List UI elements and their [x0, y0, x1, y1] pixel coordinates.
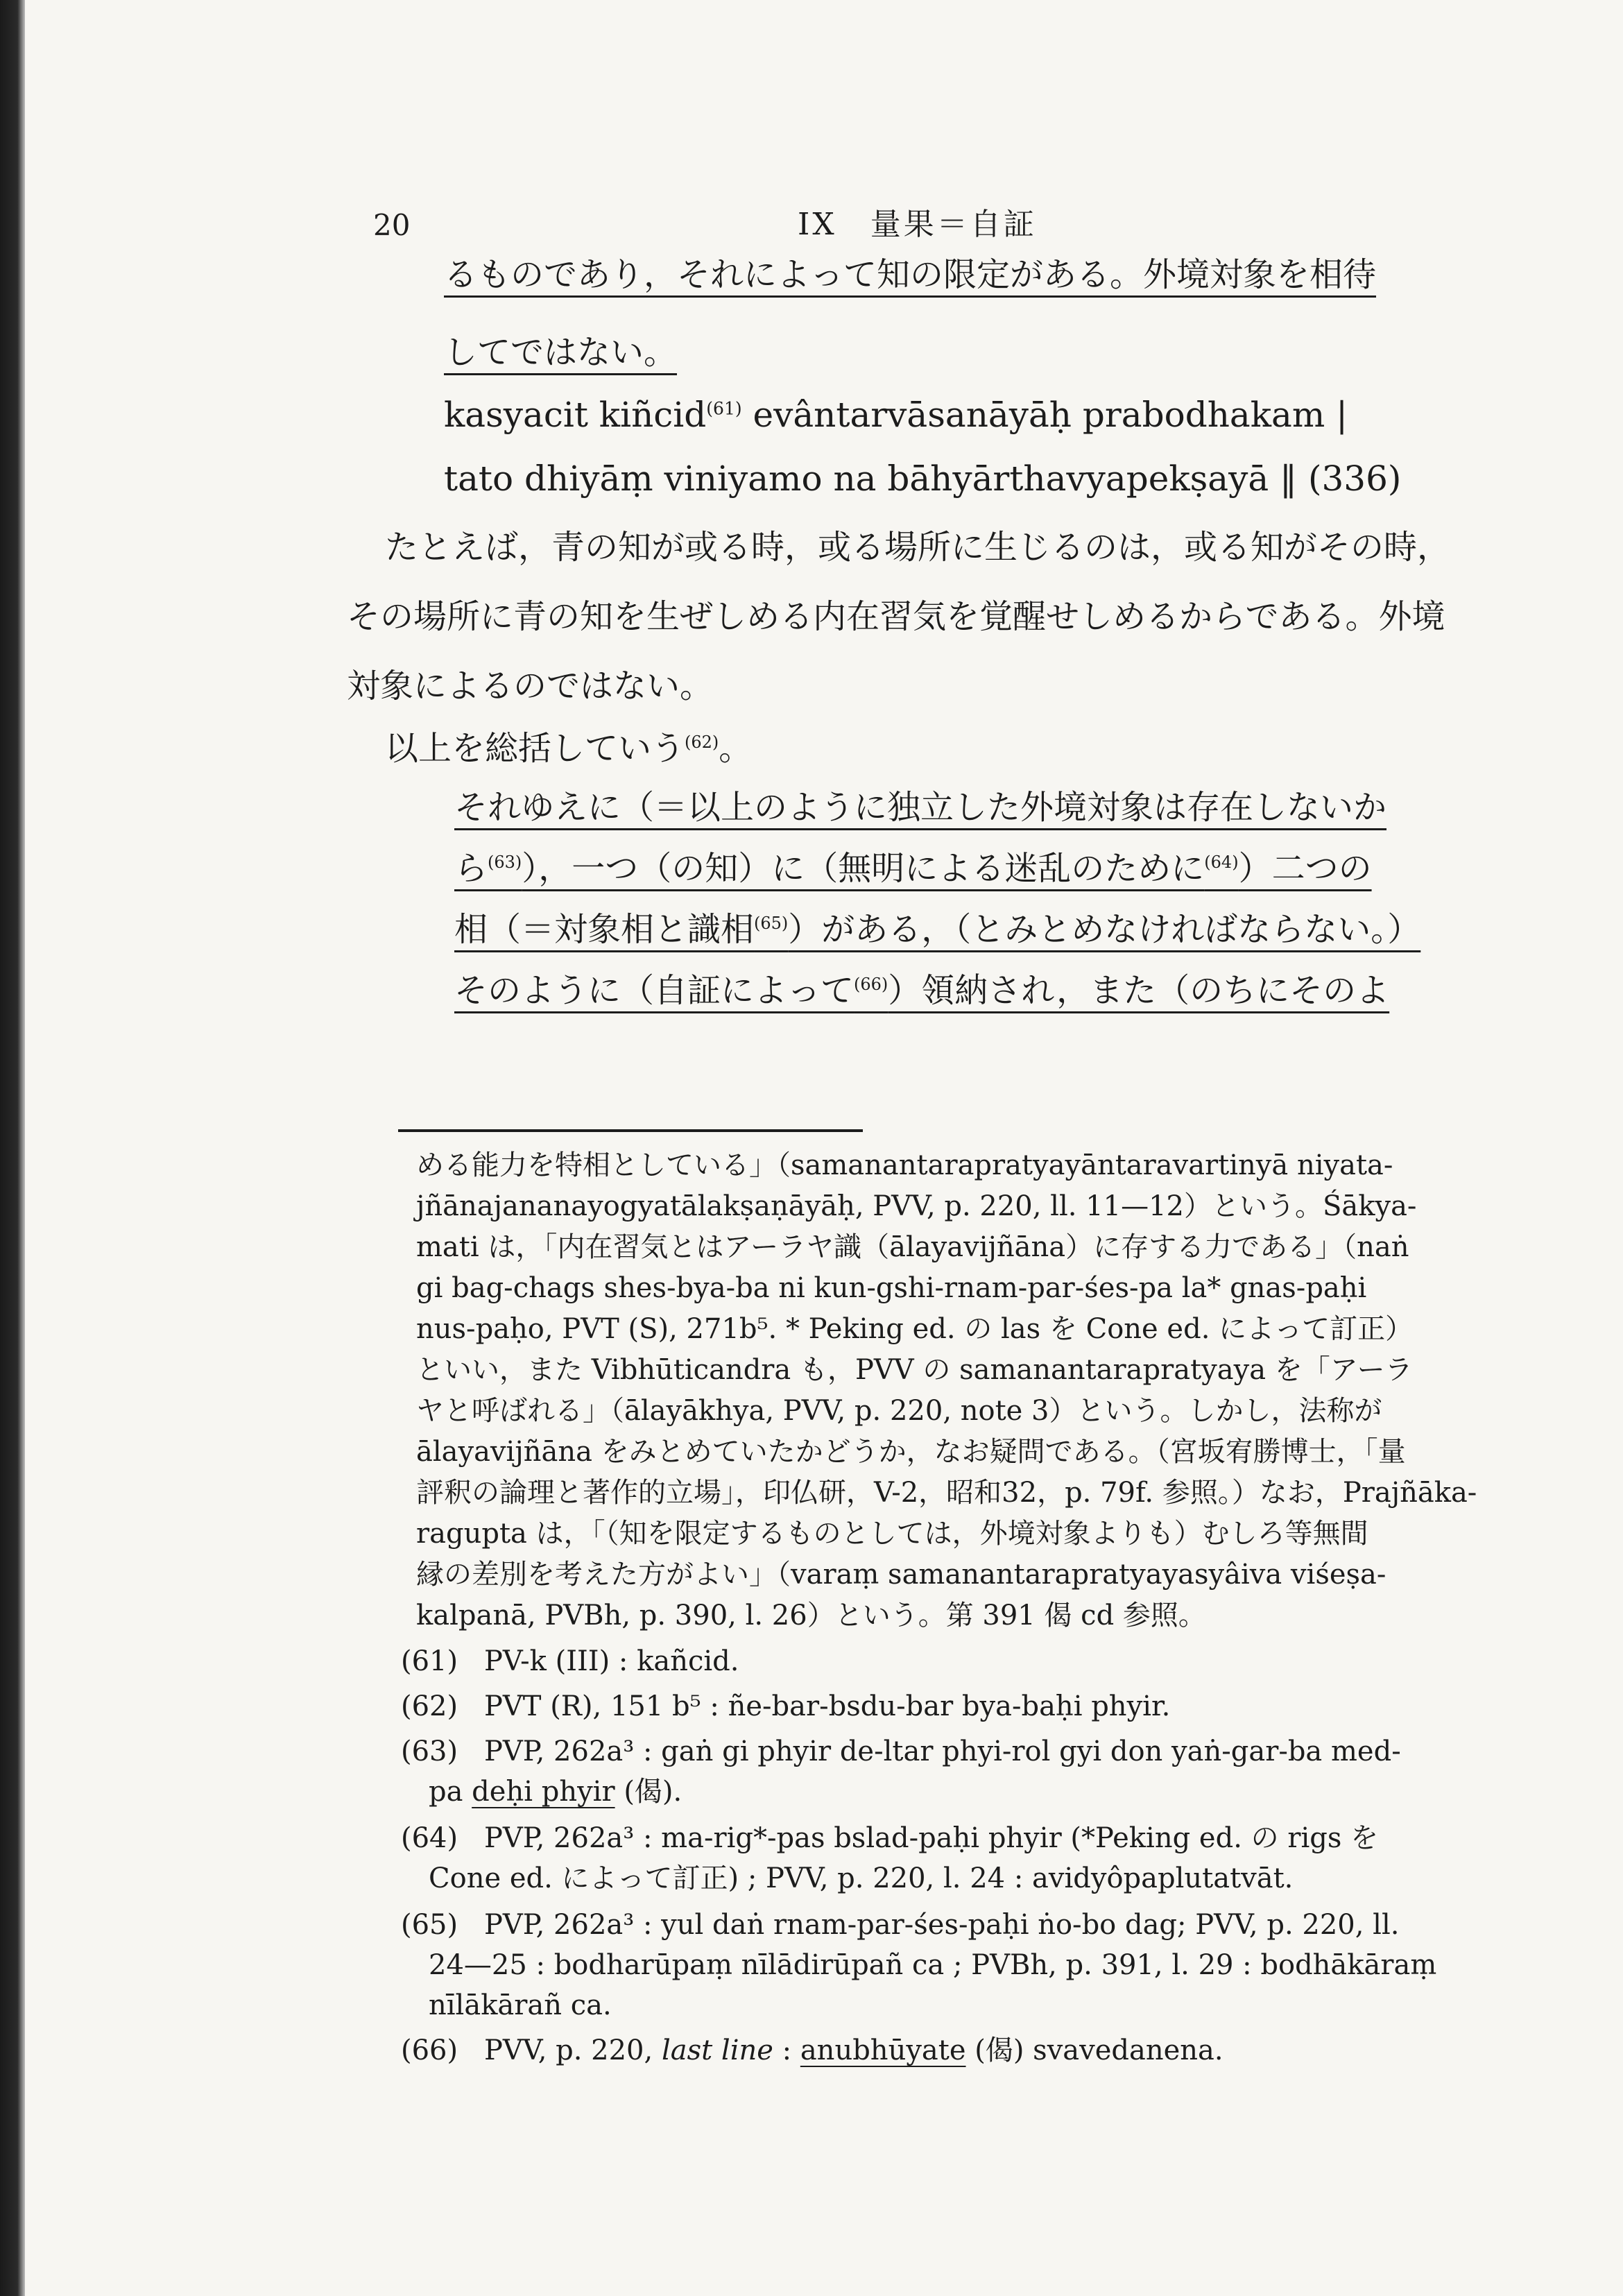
- page-number: 20: [373, 208, 411, 242]
- paragraph-2: [385, 729, 753, 768]
- sanskrit-verse-line-1: [444, 395, 1348, 435]
- footnote-65-line-3: nīlākārañ ca.: [429, 1989, 612, 2021]
- footnote-61: [401, 1647, 739, 1675]
- footnote-text: PVT (R), 151 b⁵ : ñe-bar-bsdu-bar bya-baḥi phyir.: [484, 1690, 1171, 1722]
- footnote-number: (62): [401, 1690, 458, 1722]
- footnote-cont-line: mati は，「内在習気とはアーラヤ識（ālayavijñāna）に存する力である」（naṅ: [416, 1231, 1409, 1263]
- paragraph-2-text: 以上を総括していう: [385, 729, 685, 768]
- verse-tr-text-b: ）がある，（とみとめなければならない。）: [788, 910, 1421, 949]
- verse-text: kasyacit kiñcid: [444, 395, 707, 435]
- footnote-65: [401, 1911, 1399, 1939]
- footnote-text: PVP, 262a³ : ma-rig*-pas bslad-paḥi phyir (*Peking ed. の rigs を: [484, 1822, 1379, 1854]
- footnote-cont-line: nus-paḥo, PVT (S), 271b⁵. * Peking ed. の las を Cone ed. によって訂正）: [416, 1313, 1414, 1345]
- footnote-underlined-term: anubhūyate: [800, 2034, 966, 2066]
- verse-tr-text-b: ）領納され，また（のちにそのよ: [888, 971, 1390, 1010]
- footnote-cont-line: kalpanā, PVBh, p. 390, l. 26）という。第 391 偈 cd 参照。: [416, 1600, 1206, 1631]
- translation-line-1: るものであり，それによって知の限定がある。外境対象を相待: [444, 255, 1377, 294]
- footnote-text: PVV, p. 220,: [484, 2034, 662, 2066]
- footnote-63: [401, 1738, 1401, 1765]
- footnote-ref-61: (61): [706, 398, 742, 419]
- sanskrit-verse-line-2: tato dhiyāṃ viniyamo na bāhyārthavyapekṣayā ‖ (336): [444, 459, 1402, 499]
- verse-translation-line-3: [454, 910, 1421, 949]
- verse-tr-text-c: ）二つの: [1238, 849, 1372, 888]
- footnote-ref-62: (62): [685, 733, 719, 752]
- footnote-text: PV-k (III) : kañcid.: [484, 1645, 739, 1677]
- footnote-cont-line: 評釈の論理と著作的立場」，印仏研，V-2，昭和32，p. 79f. 参照。）なお，Prajñāka-: [416, 1477, 1477, 1509]
- footnote-cont-line: ālayavijñāna をみとめていたかどうか，なお疑問である。（宮坂宥勝博士，「量: [416, 1436, 1406, 1468]
- footnote-separator: [398, 1129, 863, 1132]
- footnote-ref-66: (66): [854, 975, 888, 994]
- footnote-text: PVP, 262a³ : yul daṅ rnam-par-śes-paḥi ṅo-bo dag; PVV, p. 220, ll.: [484, 1909, 1400, 1941]
- verse-tr-text-a: そのように（自証によって: [454, 971, 855, 1010]
- translation-line-2: してではない。: [444, 333, 678, 372]
- footnote-italic-text: last line: [661, 2034, 773, 2066]
- verse-text-rest: evântarvāsanāyāḥ prabodhakam |: [741, 395, 1348, 435]
- footnote-text: (偈) svavedanena.: [965, 2034, 1223, 2066]
- footnote-cont-line: gi bag-chags shes-bya-ba ni kun-gshi-rnam-par-śes-pa la* gnas-paḥi: [416, 1272, 1367, 1304]
- paragraph-1-line-1: たとえば，青の知が或る時，或る場所に生じるのは，或る知がその時，: [385, 528, 1451, 567]
- footnote-cont-line: ヤと呼ばれる」（ālayākhya, PVV, p. 220, note 3）という。しかし，法称が: [416, 1395, 1382, 1427]
- binding-shadow: [0, 0, 25, 2296]
- footnote-64-line-2: Cone ed. によって訂正) ; PVV, p. 220, l. 24 : avidyôpaplutatvāt.: [429, 1862, 1294, 1894]
- running-head: IX 量果＝自証: [798, 207, 1037, 242]
- footnote-text: :: [773, 2034, 800, 2066]
- footnote-text: pa: [429, 1776, 472, 1808]
- footnote-64: [401, 1824, 1378, 1852]
- footnote-63-line-2: [429, 1778, 682, 1806]
- verse-tr-text-a: 相（＝対象相と識相: [454, 910, 755, 949]
- footnote-66: [401, 2034, 1223, 2066]
- footnote-cont-line: ragupta は，「（知を限定するものとしては，外境対象よりも）むしろ等無間: [416, 1518, 1368, 1550]
- footnote-text: PVP, 262a³ : gaṅ gi phyir de-ltar phyi-rol gyi don yaṅ-gar-ba med-: [484, 1736, 1401, 1767]
- paragraph-1-line-2: その場所に青の知を生ぜしめる内在習気を覚醒せしめるからである。外境: [347, 597, 1445, 636]
- footnote-ref-63: (63): [488, 853, 522, 872]
- verse-tr-text-b: ），一つ（の知）に（無明による迷乱のために: [522, 849, 1205, 888]
- footnote-cont-line: といい，また Vibhūticandra も，PVV の samanantarapratyaya を「アーラ: [416, 1354, 1413, 1386]
- footnote-cont-line: める能力を特相としている」（samanantarapratyayāntaravartinyā niyata-: [416, 1149, 1393, 1181]
- footnote-65-line-2: 24—25 : bodharūpaṃ nīlādirūpañ ca ; PVBh, p. 391, l. 29 : bodhākāraṃ: [429, 1949, 1437, 1981]
- verse-translation-line-1: それゆえに（＝以上のように独立した外境対象は存在しないか: [454, 788, 1387, 827]
- footnote-ref-65: (65): [754, 914, 789, 933]
- verse-translation-line-2: [454, 849, 1372, 888]
- footnote-text: (偈).: [615, 1776, 682, 1808]
- footnote-number: (64): [401, 1822, 458, 1854]
- paragraph-2-end: 。: [719, 729, 753, 768]
- verse-translation-line-4: [454, 971, 1390, 1010]
- footnote-underlined-term: deḥi phyir: [472, 1776, 615, 1808]
- footnote-cont-line: jñānajananayogyatālakṣaṇāyāḥ, PVV, p. 220, ll. 11—12）という。Śākya-: [416, 1190, 1417, 1222]
- footnote-number: (61): [401, 1645, 458, 1677]
- footnote-number: (66): [401, 2034, 458, 2066]
- footnote-cont-line: 縁の差別を考えた方がよい」（varaṃ samanantarapratyayasyâiva viśeṣa-: [416, 1559, 1386, 1591]
- footnote-62: [401, 1690, 1171, 1722]
- footnote-number: (63): [401, 1736, 458, 1767]
- footnote-ref-64: (64): [1204, 853, 1239, 872]
- paragraph-1-line-3: 対象によるのではない。: [347, 667, 714, 705]
- verse-tr-text-a: ら: [454, 849, 488, 888]
- footnote-number: (65): [401, 1909, 458, 1941]
